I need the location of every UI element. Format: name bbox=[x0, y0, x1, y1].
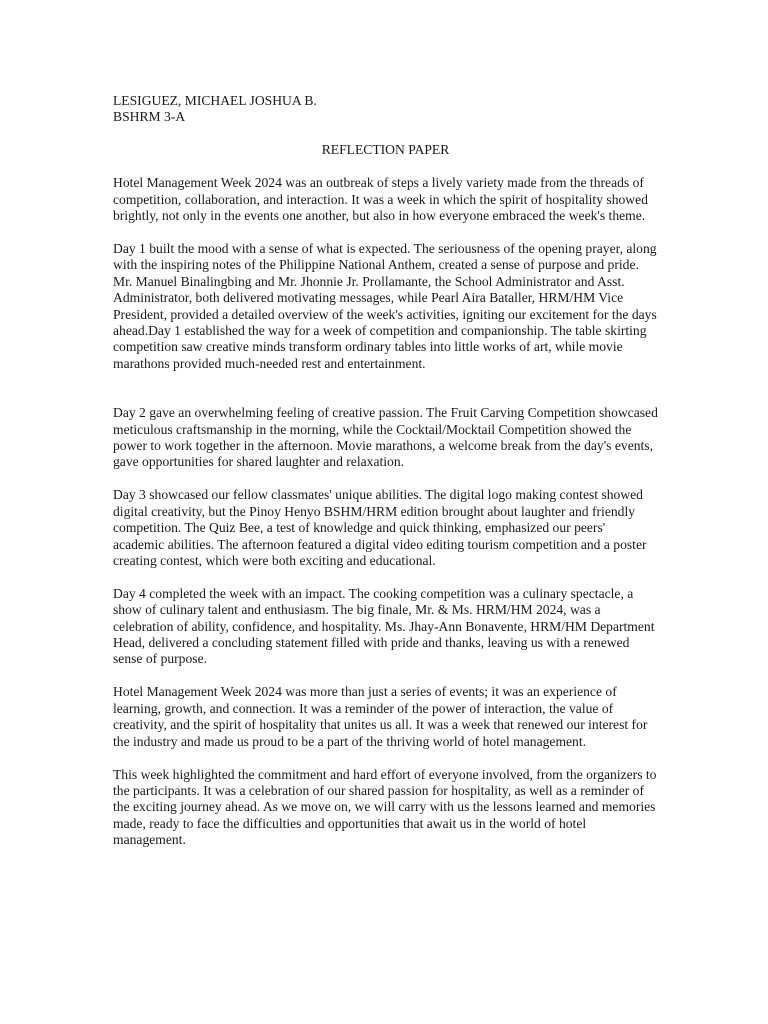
author-name: LESIGUEZ, MICHAEL JOSHUA B. bbox=[113, 93, 317, 108]
paragraph-day-1: Day 1 built the mood with a sense of what is expected. The seriousness of the opening prayer, along with the inspiring notes of the Philippine National Anthem, created a sense of purpose and pride. Mr. Manuel Binalingbing and Mr. Jhonnie Jr. Prollamante, the School Administrator and Asst. Administrator, both delivered motivating messages, while Pearl Aira Bataller, HRM/HM Vice President, provided a detailed overview of the week's activities, igniting our excitement for the days ahead.Day 1 established the way for a week of competition and companionship. The table skirting competition saw creative minds transform ordinary tables into little works of art, while movie marathons provided much-needed rest and entertainment. bbox=[113, 240, 657, 371]
paragraph-day-3: Day 3 showcased our fellow classmates' unique abilities. The digital logo making contest showed digital creativity, but the Pinoy Henyo BSHM/HRM edition brought about laughter and friendly competition. The Quiz Bee, a test of knowledge and quick thinking, emphasized our peers' academic abilities. The afternoon featured a digital video editing tourism competition and a poster creating contest, which were both exciting and educational. bbox=[113, 487, 647, 568]
document-page bbox=[113, 93, 658, 849]
paragraph-summary: Hotel Management Week 2024 was more than just a series of events; it was an experience of learning, growth, and connection. It was a reminder of the power of interaction, the value of creativity, and the spirit of hospitality that unites us all. It was a week that renewed our interest for the industry and made us proud to be a part of the thriving world of hotel management. bbox=[113, 684, 648, 749]
author-section: BSHRM 3-A bbox=[113, 109, 186, 125]
paragraph-conclusion: This week highlighted the commitment and hard effort of everyone involved, from the organizers to the participants. It was a celebration of our shared passion for hospitality, as well as a reminder of the exciting journey ahead. As we move on, we will carry with us the lessons learned and memories made, ready to face the difficulties and opportunities that await us in the world of hotel management. bbox=[113, 766, 657, 848]
paragraph-intro: Hotel Management Week 2024 was an outbreak of steps a lively variety made from the threads of competition, collaboration, and interaction. It was a week in which the spirit of hospitality showed brightly, not only in the events one another, but also in how everyone embraced the week's theme. bbox=[113, 175, 648, 224]
paragraph-day-4: Day 4 completed the week with an impact. The cooking competition was a culinary spectacle, a show of culinary talent and enthusiasm. The big finale, Mr. & Ms. HRM/HM 2024, was a celebration of ability, confidence, and hospitality. Ms. Jhay-Ann Bonavente, HRM/HM Department Head, delivered a concluding statement filled with pride and thanks, leaving us with a renewed sense of purpose. bbox=[113, 585, 655, 667]
paragraph-day-2: Day 2 gave an overwhelming feeling of creative passion. The Fruit Carving Competition showcased meticulous craftsmanship in the morning, while the Cocktail/Mocktail Competition showed the power to work together in the afternoon. Movie marathons, a welcome break from the day's events, gave opportunities for shared laughter and relaxation. bbox=[113, 405, 658, 470]
document-title: REFLECTION PAPER bbox=[321, 142, 450, 158]
